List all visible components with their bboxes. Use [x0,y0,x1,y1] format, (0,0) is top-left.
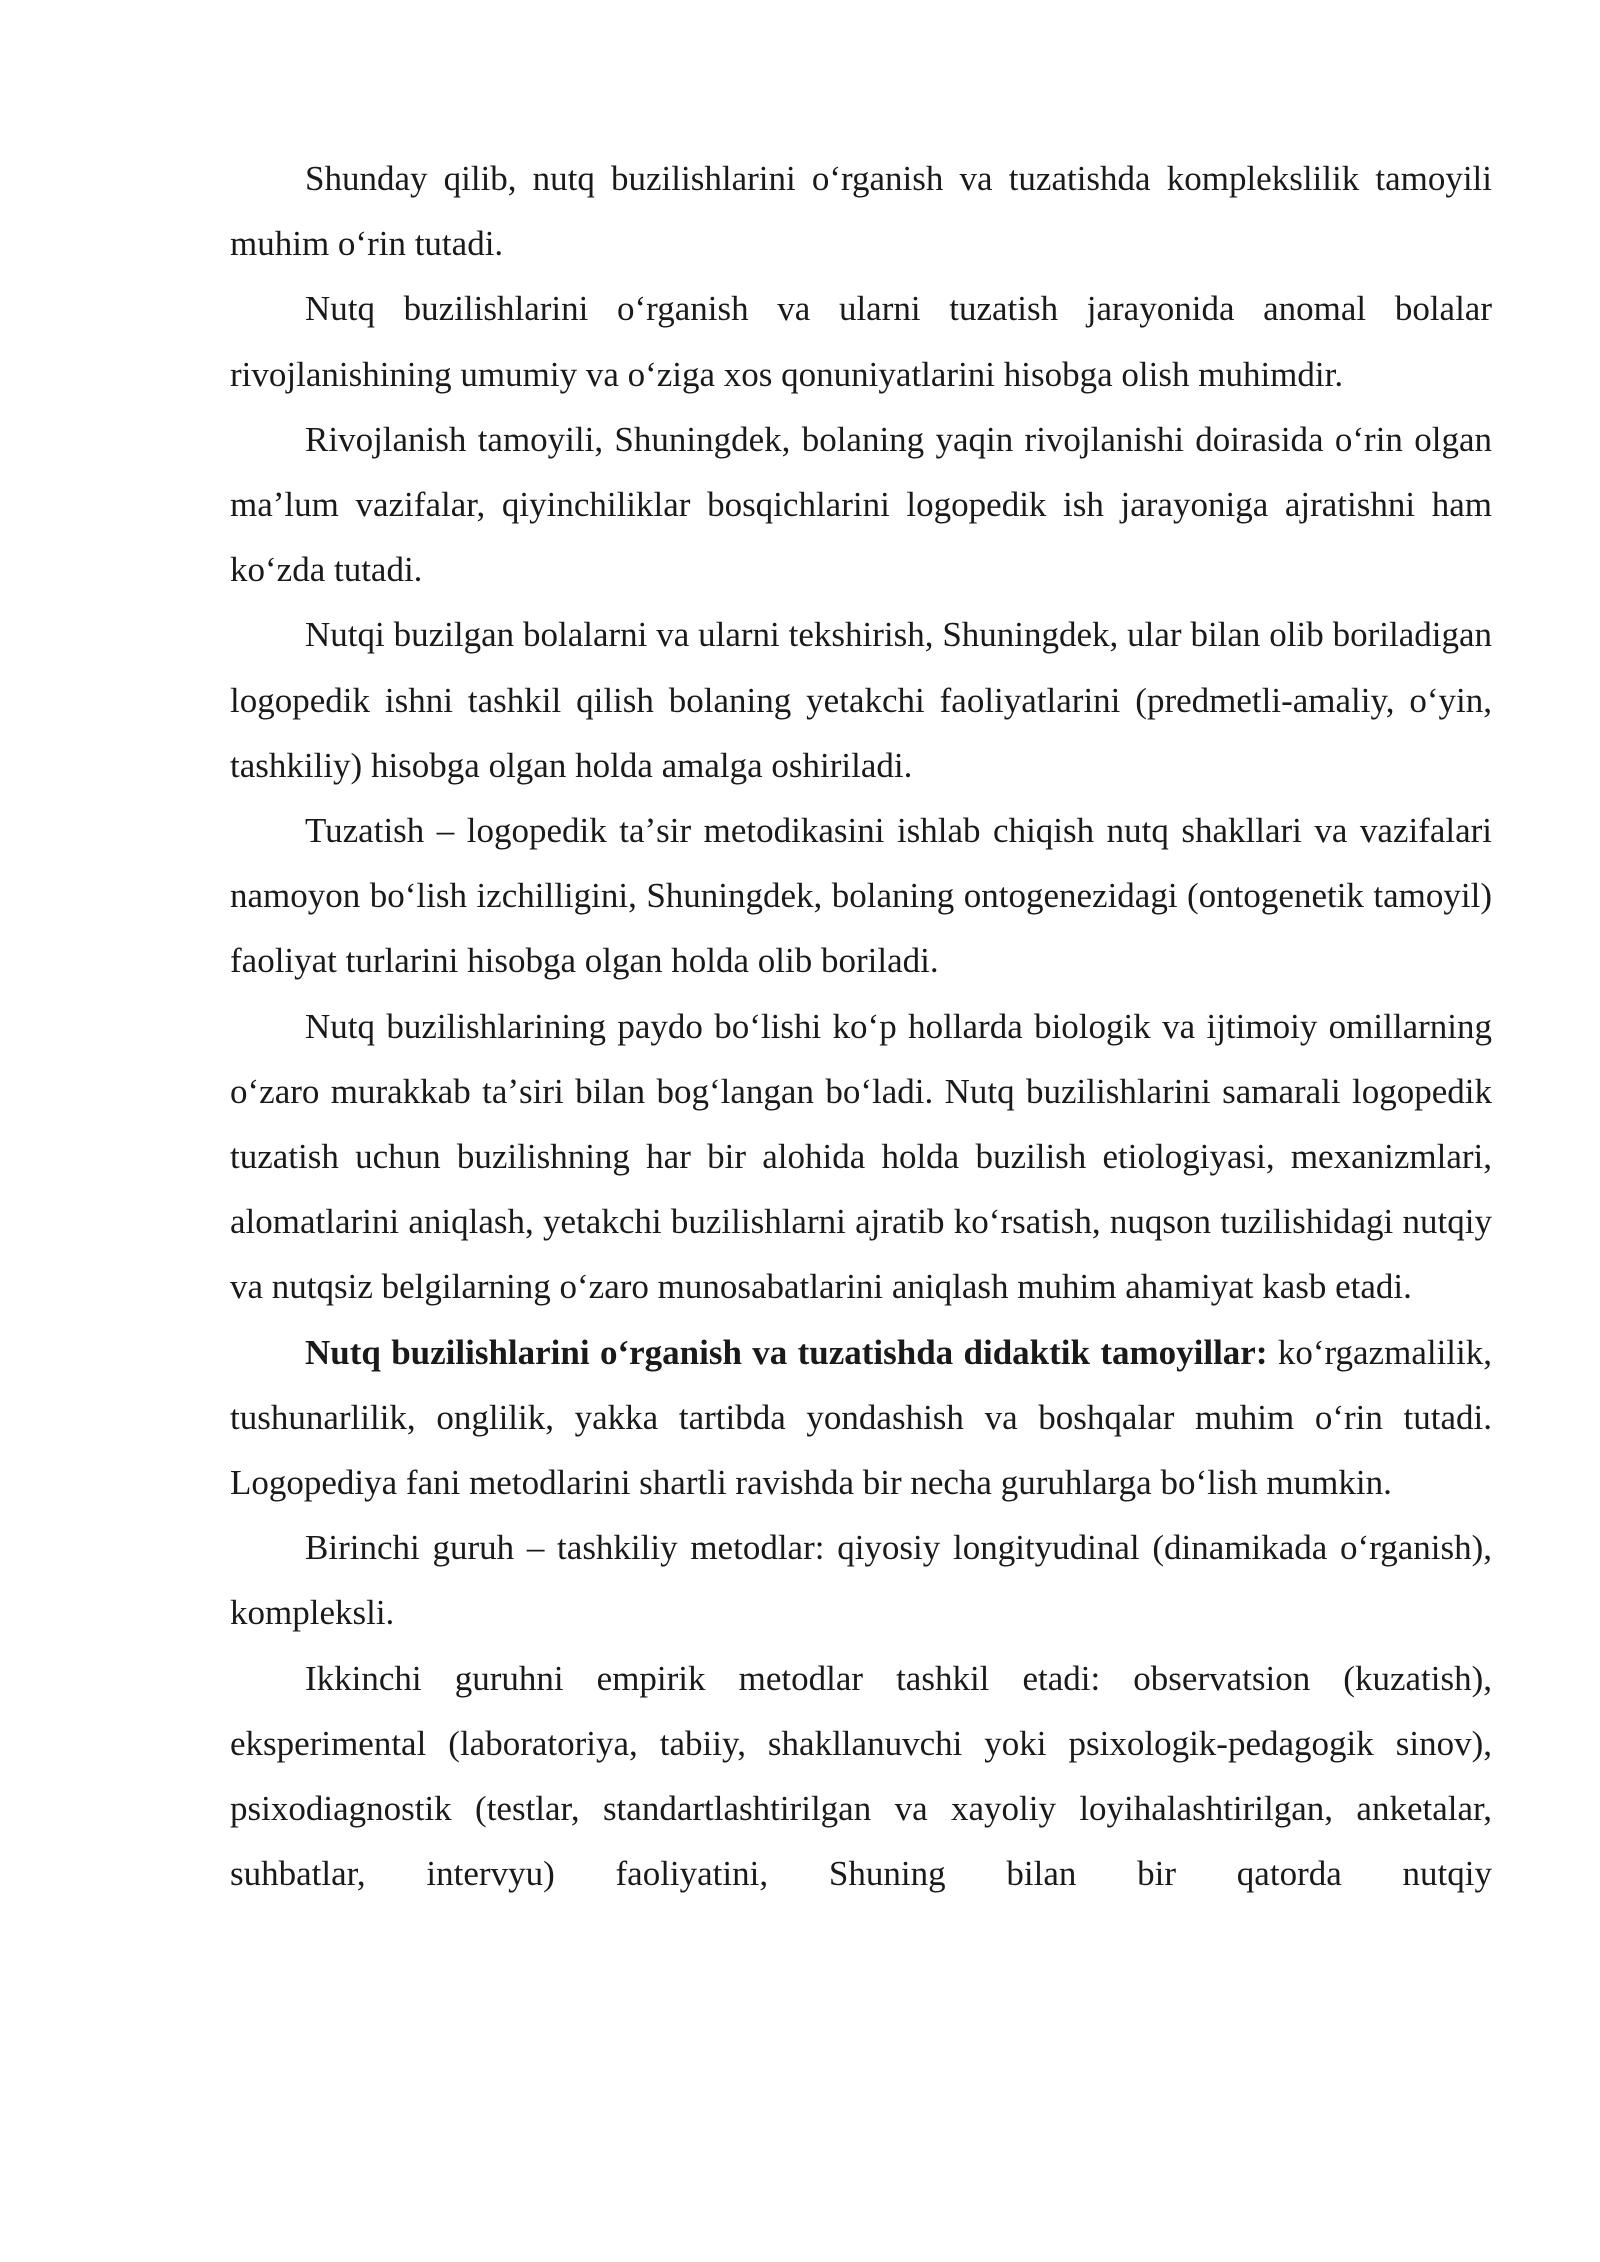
paragraph-7-bold-lead: Nutq buzilishlarini oʻrganish va tuzatishda didaktik tamoyillar: [305,1332,1268,1372]
paragraph-2: Nutq buzilishlarini oʻrganish va ularni tuzatish jarayonida anomal bolalar rivojlanishining umumiy va oʻziga xos qonuniyatlarini hisobga olish muhimdir. [230,289,1492,394]
paragraph-1: Shunday qilib, nutq buzilishlarini oʻrganish va tuzatishda komplekslilik tamoyili muhim oʻrin tutadi. [230,159,1492,264]
paragraph-7-text: koʻrgazmalilik, tushunarlilik, onglilik, yakka tartibda yondashish va boshqalar muhim oʻrin tutadi. Logopediya fani metodlarini shartli ravishda bir necha guruhlarga boʻlish mumkin. [230,1332,1492,1503]
paragraph-4: Nutqi buzilgan bolalarni va ularni tekshirish, Shuningdek, ular bilan olib boriladigan logopedik ishni tashkil qilish bolaning yetakchi faoliyatlarini (predmetli-amaliy, oʻyin, tashkiliy) hisobga olgan holda amalga oshiriladi. [230,615,1492,785]
paragraph-3: Rivojlanish tamoyili, Shuningdek, bolaning yaqin rivojlanishi doirasida oʻrin olgan maʼlum vazifalar, qiyinchiliklar bosqichlarini logopedik ish jarayoniga ajratishni ham koʻzda tutadi. [230,419,1492,590]
paragraph-8: Birinchi guruh – tashkiliy metodlar: qiyosiy longityudinal (dinamikada oʻrganish), kompleksli. [230,1528,1492,1633]
paragraph-7 [230,1320,1492,1516]
document-body [230,146,1492,1906]
paragraph-6: Nutq buzilishlarining paydo boʻlishi koʻp hollarda biologik va ijtimoiy omillarning oʻzaro murakkab taʼsiri bilan bogʻlangan boʻladi. Nutq buzilishlarini samarali logopedik tuzatish uchun buzilishning har bir alohida holda buzilish etiologiyasi, mexanizmlari, alomatlarini aniqlash, yetakchi buzilishlarni ajratib koʻrsatish, nuqson tuzilishidagi nutqiy va nutqsiz belgilarning oʻzaro munosabatlarini aniqlash muhim ahamiyat kasb etadi. [230,1006,1492,1307]
paragraph-9: Ikkinchi guruhni empirik metodlar tashkil etadi: observatsion (kuzatish), eksperimental (laboratoriya, tabiiy, shakllanuvchi yoki psixologik-pedagogik sinov), psixodiagnostik (testlar, standartlashtirilgan va xayoliy loyihalashtirilgan, anketalar, suhbatlar, intervyu) faoliyatini, Shuning bilan bir qatorda nutqiy [230,1658,1492,1894]
paragraph-5: Tuzatish – logopedik taʼsir metodikasini ishlab chiqish nutq shakllari va vazifalari namoyon boʻlish izchilligini, Shuningdek, bolaning ontogenezidagi (ontogenetik tamoyil) faoliyat turlarini hisobga olgan holda olib boriladi. [230,811,1492,981]
